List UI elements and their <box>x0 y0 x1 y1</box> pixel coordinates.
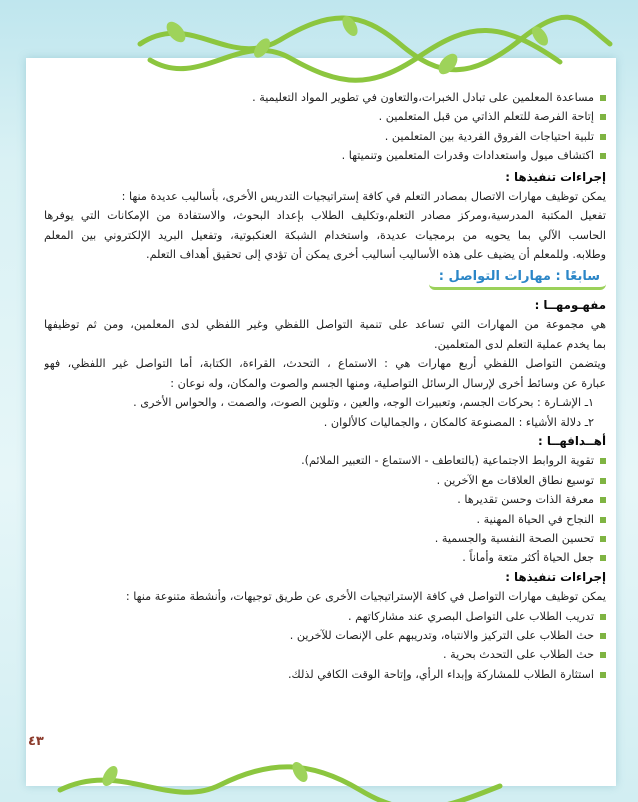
list-item: تقوية الروابط الاجتماعية (بالتعاطف - الاستماع - التعبير الملائم). <box>44 451 606 470</box>
paragraph-line: بما يخدم عملية التعلم لدى المتعلمين. <box>434 337 606 351</box>
page-content <box>44 88 606 684</box>
list-item: تدريب الطلاب على التواصل البصري عند مشاركاتهم . <box>44 607 606 626</box>
goals-heading: أهــدافهــا : <box>538 433 606 448</box>
paragraph-line: ١ـ الإشـارة : بحركات الجسم، وتعبيرات الوجه، والعين ، وتلوين الصوت، والصمت ، والحواس الأخرى . <box>133 396 594 410</box>
paragraph-line: يمكن توظيف مهارات الاتصال بمصادر التعلم في كافة إستراتيجيات التدريس الأخرى، بأساليب عديدة منها : <box>121 190 606 204</box>
list-item: حث الطلاب على التحدث بحرية . <box>44 645 606 664</box>
paragraph-line: هي مجموعة من المهارات التي تساعد على تنمية التواصل اللفظي وغير اللفظي لدى المعلمين، ومن ثم توظيفها <box>44 318 606 332</box>
procedures-heading: إجراءات تنفيذها : <box>505 169 606 184</box>
section-title-row <box>44 267 606 290</box>
list-item: معرفة الذات وحسن تقديرها . <box>44 490 606 509</box>
page-number: ٤٣ <box>28 734 44 749</box>
paragraph-line: تفعيل المكتبة المدرسية،ومركز مصادر التعلم،وتكليف الطلاب بإعداد البحوث، والاستفادة من الإمكانات التي يوفرها <box>44 209 606 223</box>
list-item: النجاح في الحياة المهنية . <box>44 510 606 529</box>
list-item: تلبية احتياجات الفروق الفردية بين المتعلمين . <box>44 127 606 146</box>
paragraph-line: يمكن توظيف مهارات التواصل في كافة الإستراتيجيات الأخرى عن طريق توجيهات، وأنشطة متنوعة منها : <box>125 590 606 604</box>
paragraph-line: وطلابه. وللمعلم أن يضيف على هذه الأساليب أساليب أخرى يمكن أن تؤدي إلى تحقيق أهداف التعلم. <box>146 248 606 262</box>
list-item: جعل الحياة أكثر متعة وأماناً . <box>44 548 606 567</box>
paragraph-line: عبارة عن وسائط أخرى لإرسال الرسائل التواصلية، ومنها الجسم والصوت والمكان، وله نوعان : <box>170 376 606 390</box>
list-item: تحسين الصحة النفسية والجسمية . <box>44 529 606 548</box>
list-item: اكتشاف ميول واستعدادات وقدرات المتعلمين وتنميتها . <box>44 146 606 165</box>
paragraph-line: الحاسب الآلي بما يحويه من برمجيات عديدة، واستخدام الشبكة العنكبوتية، وتفعيل البريد الإلكتروني بين المعلم <box>44 228 606 242</box>
list-item: إتاحة الفرصة للتعلم الذاتي من قبل المتعلمين . <box>44 107 606 126</box>
paragraph-line: ويتضمن التواصل اللفظي أربع مهارات هي : الاستماع ، التحدث، القراءة، الكتابة، أما التواصل غير اللفظي، فهو <box>44 357 606 371</box>
list-item: حث الطلاب على التركيز والانتباه، وتدريبهم على الإنصات للآخرين . <box>44 626 606 645</box>
list-item: توسيع نطاق العلاقات مع الآخرين . <box>44 471 606 490</box>
section-title: سابعًا : مهارات التواصل : <box>429 267 606 290</box>
concept-heading: مفهـومهــا : <box>534 298 606 313</box>
paragraph-line: ٢ـ دلالة الأشياء : المصنوعة كالمكان ، والجماليات كالألوان . <box>323 415 594 429</box>
procedures-heading: إجراءات تنفيذها : <box>505 569 606 584</box>
list-item: مساعدة المعلمين على تبادل الخبرات،والتعاون في تطوير المواد التعليمية . <box>44 88 606 107</box>
list-item: استثارة الطلاب للمشاركة وإبداء الرأي، وإتاحة الوقت الكافي لذلك. <box>44 665 606 684</box>
